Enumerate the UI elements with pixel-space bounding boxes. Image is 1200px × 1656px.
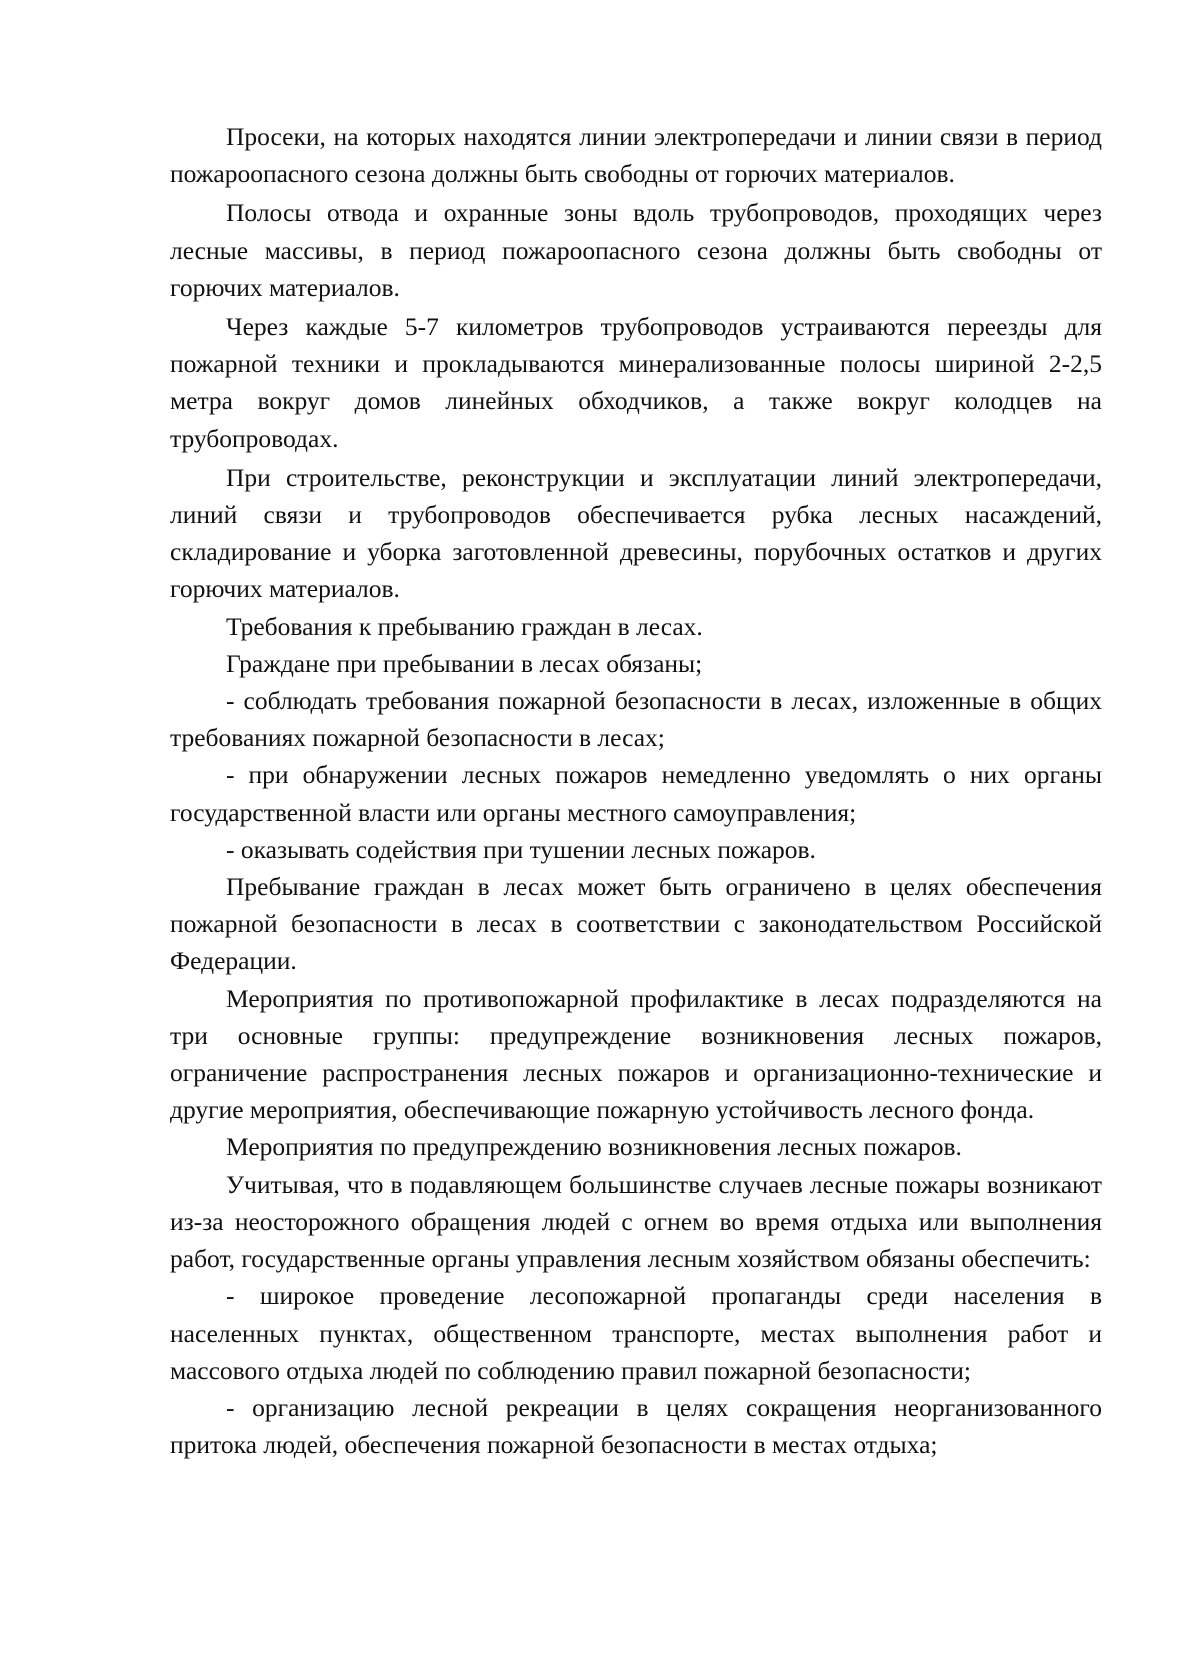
paragraph: При строительстве, реконструкции и эксплуатации линий электропередачи, линий связи и трубопроводов обеспечивается рубка лесных насаждений, складирование и уборка заготовленной древесины, порубочных остатков и других горючих материалов.: [170, 462, 1102, 604]
paragraph: Требования к пребыванию граждан в лесах.: [226, 611, 703, 641]
list-item: - при обнаружении лесных пожаров немедленно уведомлять о них органы государственной власти или органы местного самоуправления;: [170, 760, 1102, 827]
list-item: - соблюдать требования пожарной безопасности в лесах, изложенные в общих требованиях пожарной безопасности в лесах;: [170, 686, 1102, 753]
paragraph: Учитывая, что в подавляющем большинстве случаев лесные пожары возникают из-за неосторожного обращения людей с огнем во время отдыха или выполнения работ, государственные органы управления лесным хозяйством обязаны обеспечить:: [170, 1169, 1102, 1274]
paragraph: Мероприятия по противопожарной профилактике в лесах подразделяются на три основные группы: предупреждение возникновения лесных пожаров, ограничение распространения лесных пожаров и организационно-технические и другие мероприятия, обеспечивающие пожарную устойчивость лесного фонда.: [170, 983, 1102, 1125]
paragraph: Пребывание граждан в лесах может быть ограничено в целях обеспечения пожарной безопасности в лесах в соответствии с законодательством Российской Федерации.: [170, 872, 1102, 976]
list-item: - организацию лесной рекреации в целях сокращения неорганизованного притока людей, обеспечения пожарной безопасности в местах отдыха;: [170, 1392, 1102, 1460]
paragraph: Мероприятия по предупреждению возникновения лесных пожаров.: [226, 1132, 962, 1162]
list-item: - оказывать содействия при тушении лесных пожаров.: [226, 834, 816, 864]
paragraph: Просеки, на которых находятся линии электропередачи и линии связи в период пожароопасного сезона должны быть свободны от горючих материалов.: [170, 122, 1102, 189]
list-item: - широкое проведение лесопожарной пропаганды среди населения в населенных пунктах, общественном транспорте, местах выполнения работ и массового отдыха людей по соблюдению правил пожарной безопасности;: [170, 1281, 1102, 1385]
paragraph: Полосы отвода и охранные зоны вдоль трубопроводов, проходящих через лесные массивы, в период пожароопасного сезона должны быть свободны от горючих материалов.: [170, 198, 1102, 302]
document-body: [170, 118, 1102, 1463]
paragraph: Через каждые 5-7 километров трубопроводов устраиваются переезды для пожарной техники и прокладываются минерализованные полосы шириной 2-2,5 метра вокруг домов линейных обходчиков, а также вокруг колодцев на трубопроводах.: [170, 312, 1102, 453]
paragraph: Граждане при пребывании в лесах обязаны;: [226, 648, 703, 678]
